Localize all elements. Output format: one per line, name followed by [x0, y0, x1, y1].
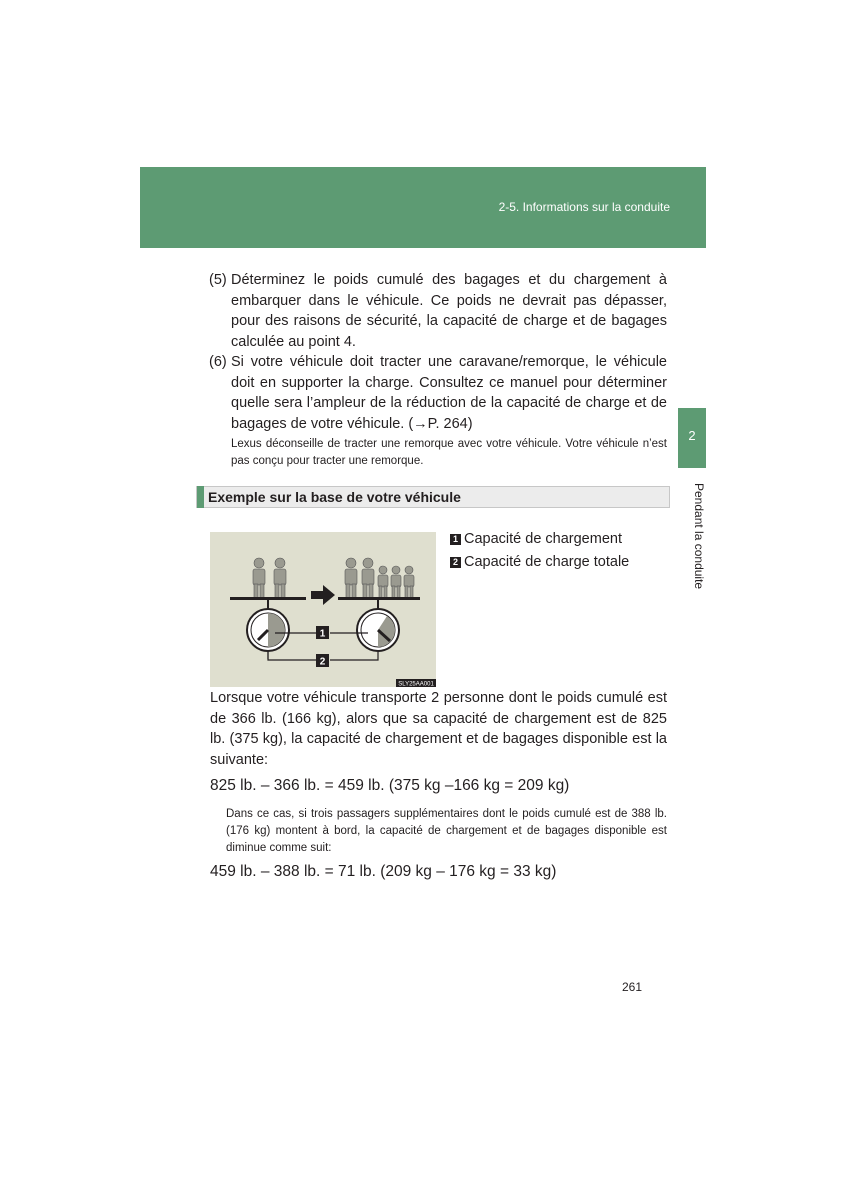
- calculation-1: 825 lb. – 366 lb. = 459 lb. (375 kg –166 kg = 209 kg): [210, 777, 570, 794]
- legend-item-2: [450, 552, 629, 572]
- legend-badge: 2: [450, 557, 461, 568]
- step-6: [209, 352, 667, 434]
- person-icon: [391, 566, 401, 598]
- chapter-thumb-tab: [678, 408, 706, 468]
- section-title: Exemple sur la base de votre véhicule: [208, 489, 461, 505]
- person-icon: [274, 558, 286, 598]
- legend-item-1: [450, 529, 622, 549]
- gauge-icon: [357, 600, 399, 651]
- person-icon: [253, 558, 265, 598]
- floor-line: [338, 597, 420, 600]
- chapter-number: 2: [688, 428, 696, 443]
- gauge-icon: [247, 600, 289, 651]
- page-number: 261: [622, 980, 643, 994]
- chapter-side-label: Pendant la conduite: [692, 482, 706, 590]
- tow-note: Lexus déconseille de tracter une remorque avec votre véhicule. Votre véhicule n’est pas conçu pour tracter une remorque.: [231, 438, 667, 467]
- load-capacity-illustration: [210, 532, 436, 687]
- chapter-title: 2-5. Informations sur la conduite: [498, 200, 670, 214]
- callout-line: [330, 652, 378, 660]
- legend-text: Capacité de chargement: [464, 531, 622, 547]
- callout-label-2: 2: [319, 656, 326, 668]
- step-5: [209, 270, 667, 352]
- legend-badge: 1: [450, 534, 461, 545]
- example-paragraph: Lorsque votre véhicule transporte 2 personne dont le poids cumulé est de 366 lb. (166 kg), alors que sa capacité de chargement est de 825 lb. (375 kg), la capacité de chargement et de bagages disponible est la suivante:: [210, 690, 667, 768]
- illustration-svg: [210, 532, 436, 687]
- person-icon: [378, 566, 388, 598]
- passenger-group: [345, 558, 414, 598]
- section-accent-bar: [197, 486, 204, 508]
- step-text: Déterminez le poids cumulé des bagages et du chargement à embarquer dans le véhicule. Ce poids ne devrait pas dépasser, pour des raisons de sécurité, la capacité de charge et de bagages calculée au point 4.: [231, 272, 667, 350]
- calculation-2: 459 lb. – 388 lb. = 71 lb. (209 kg – 176 kg = 33 kg): [210, 863, 557, 880]
- arrow-right-icon: [311, 585, 335, 605]
- step-number: (6): [209, 354, 227, 370]
- step-number: (5): [209, 272, 227, 288]
- legend-text: Capacité de charge totale: [464, 554, 630, 570]
- person-icon: [345, 558, 357, 598]
- callout-line: [268, 652, 316, 660]
- chapter-header: [140, 167, 706, 248]
- floor-line: [230, 597, 306, 600]
- step-text: Si votre véhicule doit tracter une caravane/remorque, le véhicule doit en supporter la charge. Consultez ce manuel pour déterminer quelle sera l’ampleur de la réduction de la capacité de charge et de bagages de votre véhicule. (→P. 264): [231, 354, 667, 432]
- callout-label-1: 1: [319, 628, 326, 640]
- figure-code: SLY25AA001: [398, 681, 434, 687]
- section-heading: [196, 486, 670, 508]
- person-icon: [404, 566, 414, 598]
- person-icon: [362, 558, 374, 598]
- case-note: Dans ce cas, si trois passagers supplémentaires dont le poids cumulé est de 388 lb. (176 kg) montent à bord, la capacité de chargement et de bagages disponible est diminue comme suit:: [226, 808, 667, 854]
